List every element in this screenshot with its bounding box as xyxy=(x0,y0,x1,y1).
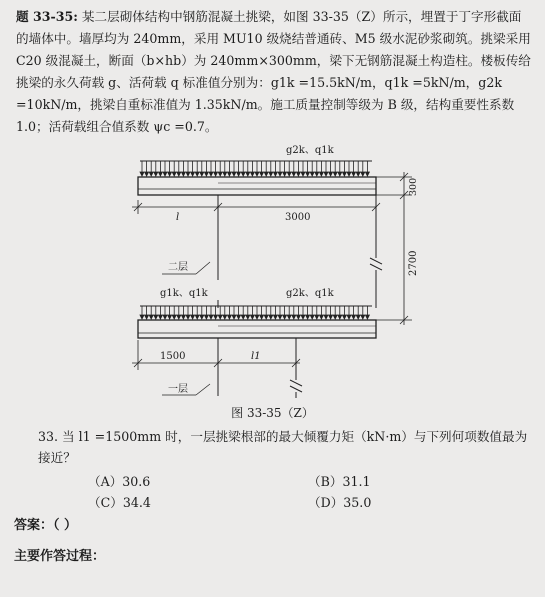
load-arrow-head xyxy=(168,315,172,319)
dim-1500-label: 1500 xyxy=(160,351,186,362)
load-arrow-head xyxy=(186,172,190,176)
load-arrow-head xyxy=(287,172,291,176)
load-arrow-head xyxy=(260,315,264,319)
figure-caption: 图 33-35（Z） xyxy=(231,406,314,420)
load-arrow-head xyxy=(237,172,241,176)
load-arrow-head xyxy=(319,172,323,176)
load-arrow-head xyxy=(145,172,149,176)
load-arrow-head xyxy=(301,315,305,319)
load-arrow-head xyxy=(209,315,213,319)
load-arrow-head xyxy=(287,315,291,319)
load-arrow-head xyxy=(361,315,365,319)
question-33 xyxy=(38,426,528,468)
load-arrow-head xyxy=(186,315,190,319)
load-arrow-head xyxy=(227,315,231,319)
load-arrow-head xyxy=(200,315,204,319)
right-dimension-line xyxy=(376,172,412,325)
load-arrow-head xyxy=(181,315,185,319)
question-text: 当 l1 =1500mm 时，一层挑梁根部的最大倾覆力矩（kN·m）与下列何项数值最为接近？ xyxy=(38,429,528,465)
upper-load-label: g2k、q1k xyxy=(286,145,334,156)
lower-beam xyxy=(138,320,376,338)
load-arrow-head xyxy=(177,172,181,176)
load-arrow-head xyxy=(172,315,176,319)
load-arrow-head xyxy=(149,172,153,176)
load-arrow-head xyxy=(163,172,167,176)
load-arrow-head xyxy=(365,315,369,319)
mid-load-label: g2k、q1k xyxy=(286,288,334,299)
load-arrow-head xyxy=(241,315,245,319)
load-arrow-head xyxy=(191,172,195,176)
load-arrow-head xyxy=(177,315,181,319)
load-arrow-head xyxy=(347,315,351,319)
load-arrow-head xyxy=(292,172,296,176)
process-label: 主要作答过程： xyxy=(14,549,106,564)
load-arrow-head xyxy=(204,172,208,176)
load-arrow-head xyxy=(154,315,158,319)
load-arrow-head xyxy=(301,172,305,176)
load-arrow-head xyxy=(292,315,296,319)
load-arrow-head xyxy=(278,315,282,319)
load-arrow-head xyxy=(315,315,319,319)
load-arrow-head xyxy=(260,172,264,176)
load-arrow-head xyxy=(352,172,356,176)
load-arrow-head xyxy=(232,315,236,319)
load-arrow-head xyxy=(273,172,277,176)
load-arrow-head xyxy=(306,172,310,176)
load-arrow-head xyxy=(218,315,222,319)
load-arrow-head xyxy=(338,315,342,319)
load-arrow-head xyxy=(356,172,360,176)
load-arrow-head xyxy=(241,172,245,176)
dim-300-label: 300 xyxy=(408,177,419,196)
load-arrow-head xyxy=(145,315,149,319)
problem-text: 某二层砌体结构中钢筋混凝土挑梁，如图 33-35（Z）所示，埋置于丁字形截面的墙体中。墙厚均为 240mm，采用 MU10 级烧结普通砖、M5 级水泥砂浆砌筑。挑梁采用 C20 级混凝土，断面（b×hb）为 240mm×300mm，梁下无钢筋混凝土构造柱。楼板传给挑梁的永久荷载 g、活荷载 q 标准值分别为：g1k =15.5kN/m，q1k =5kN/m，g2k =10kN/m，挑梁自重标准值为 1.35kN/m。施工质量控制等级为 B 级，结构重要性系数 1.0；活荷载组合值系数 ψc =0.7。 xyxy=(16,9,531,134)
upper-load-arrows xyxy=(140,161,372,176)
load-arrow-head xyxy=(333,315,337,319)
load-arrow-head xyxy=(209,172,213,176)
load-arrow-head xyxy=(237,315,241,319)
load-arrow-head xyxy=(227,172,231,176)
dim-2700-label: 2700 xyxy=(408,250,419,276)
option-b[interactable]: （B）31.1 xyxy=(308,474,371,489)
load-arrow-head xyxy=(191,315,195,319)
floor1-label: 一层 xyxy=(168,384,188,395)
load-arrow-head xyxy=(365,172,369,176)
load-arrow-head xyxy=(168,172,172,176)
load-arrow-head xyxy=(347,172,351,176)
load-arrow-head xyxy=(246,172,250,176)
load-arrow-head xyxy=(324,315,328,319)
load-arrow-head xyxy=(195,315,199,319)
option-a[interactable]: （A）30.6 xyxy=(88,474,151,489)
load-arrow-head xyxy=(342,172,346,176)
load-arrow-head xyxy=(319,315,323,319)
load-arrow-head xyxy=(278,172,282,176)
load-arrow-head xyxy=(158,315,162,319)
load-arrow-head xyxy=(310,315,314,319)
load-arrow-head xyxy=(232,172,236,176)
load-arrow-head xyxy=(329,172,333,176)
load-arrow-head xyxy=(338,172,342,176)
load-arrow-head xyxy=(296,315,300,319)
load-arrow-head xyxy=(269,315,273,319)
load-arrow-head xyxy=(158,172,162,176)
question-number: 33. xyxy=(38,429,59,444)
load-arrow-head xyxy=(250,172,254,176)
load-arrow-head xyxy=(149,315,153,319)
upper-dimension-line xyxy=(132,200,380,214)
load-arrow-head xyxy=(223,315,227,319)
load-arrow-head xyxy=(283,172,287,176)
lower-dimension-line xyxy=(132,340,300,370)
load-arrow-head xyxy=(273,315,277,319)
load-arrow-head xyxy=(264,315,268,319)
load-arrow-head xyxy=(315,172,319,176)
load-arrow-head xyxy=(200,172,204,176)
load-arrow-head xyxy=(246,315,250,319)
load-arrow-head xyxy=(140,315,144,319)
load-arrow-head xyxy=(140,172,144,176)
load-arrow-head xyxy=(333,172,337,176)
load-arrow-head xyxy=(352,315,356,319)
option-c[interactable]: （C）34.4 xyxy=(88,495,151,510)
load-arrow-head xyxy=(172,172,176,176)
dim-l-label: l xyxy=(176,212,180,223)
load-arrow-head xyxy=(255,315,259,319)
load-arrow-head xyxy=(250,315,254,319)
lower-wall-lines xyxy=(218,338,302,398)
load-arrow-head xyxy=(310,172,314,176)
upper-beam xyxy=(138,177,376,195)
load-arrow-head xyxy=(306,315,310,319)
lower-load-arrows xyxy=(140,300,372,319)
load-arrow-head xyxy=(356,315,360,319)
dim-l1-label: l1 xyxy=(251,351,261,362)
left-load-label: g1k、q1k xyxy=(160,288,208,299)
load-arrow-head xyxy=(264,172,268,176)
load-arrow-head xyxy=(163,315,167,319)
load-arrow-head xyxy=(195,172,199,176)
load-arrow-head xyxy=(181,172,185,176)
load-arrow-head xyxy=(296,172,300,176)
load-arrow-head xyxy=(269,172,273,176)
load-arrow-head xyxy=(154,172,158,176)
load-arrow-head xyxy=(361,172,365,176)
load-arrow-head xyxy=(214,172,218,176)
load-arrow-head xyxy=(342,315,346,319)
option-d[interactable]: （D）35.0 xyxy=(308,495,372,510)
answer-label: 答案：（ ） xyxy=(14,518,78,533)
load-arrow-head xyxy=(218,172,222,176)
problem-label: 题 33-35: xyxy=(16,9,78,24)
load-arrow-head xyxy=(324,172,328,176)
load-arrow-head xyxy=(283,315,287,319)
load-arrow-head xyxy=(255,172,259,176)
dim-3000-label: 3000 xyxy=(285,212,311,223)
load-arrow-head xyxy=(223,172,227,176)
load-arrow-head xyxy=(329,315,333,319)
floor2-label: 二层 xyxy=(168,262,188,273)
load-arrow-head xyxy=(214,315,218,319)
load-arrow-head xyxy=(204,315,208,319)
